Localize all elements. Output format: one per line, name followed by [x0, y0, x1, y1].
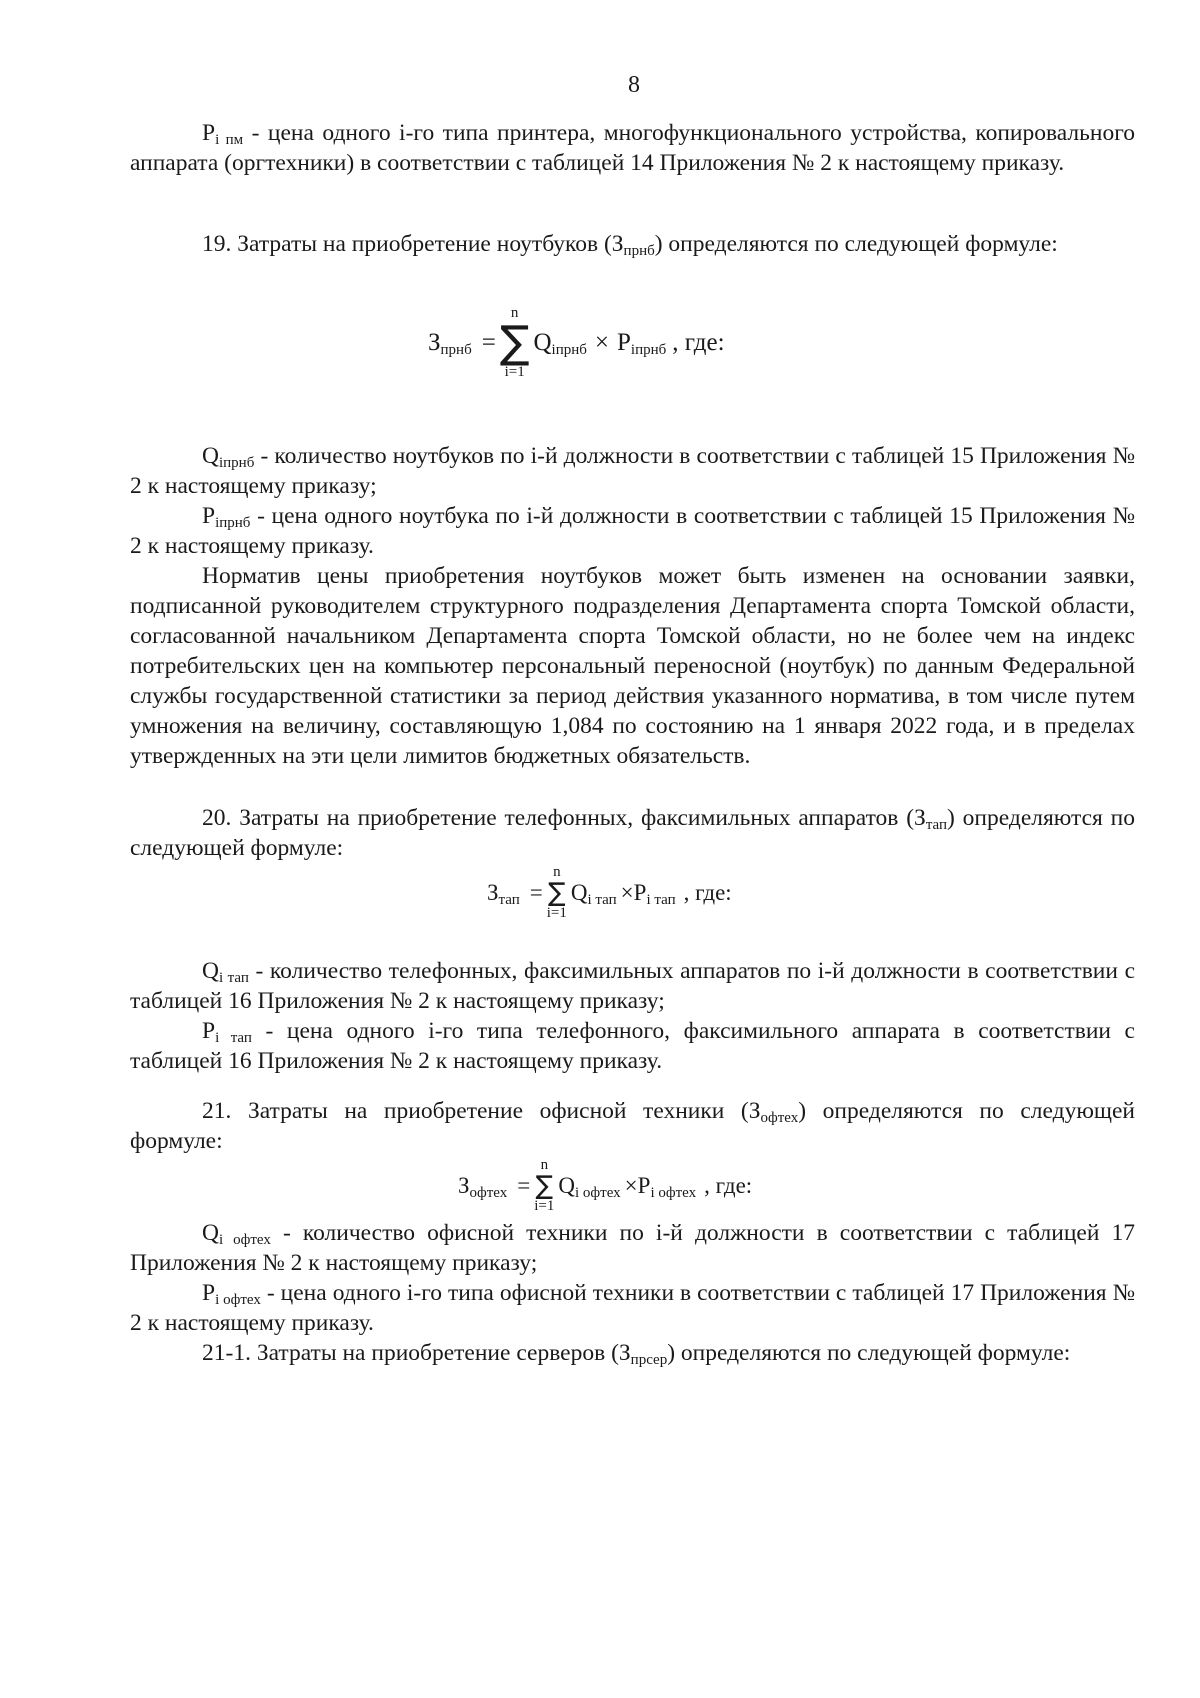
- formula-tail: , где:: [704, 1173, 753, 1198]
- definition-q: $Q_{i офтех}$ - количество офисной техники по i-й должности в соответствии с таблицей 17 Приложения № 2 к настоящему приказу;: [130, 1220, 1136, 1276]
- formula-laptops: [428, 306, 725, 380]
- formula-p: $P_{i тап}$: [633, 880, 676, 908]
- definition-p: $P_{iпрнб}$ - цена одного ноутбука по i-й должности в соответствии с таблицей 15 Приложения № 2 к настоящему приказу.: [130, 503, 1135, 559]
- formula-q: $Q_{i тап}$: [570, 880, 617, 908]
- intro-text: 19. Затраты на приобретение ноутбуков (З: [202, 231, 624, 257]
- formula-tail: , где:: [683, 880, 732, 905]
- sum-upper-limit: n: [540, 1157, 549, 1173]
- sum-operator: [547, 865, 567, 921]
- formula-phones: [487, 865, 732, 921]
- definition-text: - цена одного i-го типа принтера, многофункционального устройства, копировального аппарата (оргтехники) в соответствии с таблицей 14 Приложения № 2 к настоящему приказу.: [130, 120, 1136, 176]
- definition-q: $Q_{iпрнб}$ - количество ноутбуков по i-й должности в соответствии с таблицей 15 Приложения № 2 к настоящему приказу;: [130, 443, 1135, 499]
- intro-text-end: ) определяются по следующей формуле:: [654, 231, 1058, 257]
- section-19-definitions: [130, 441, 1135, 771]
- sigma-symbol: ∑: [535, 1171, 554, 1201]
- sum-upper-limit: n: [510, 305, 519, 321]
- section-19-intro: [130, 229, 1135, 259]
- section-21-definitions: [130, 1218, 1135, 1368]
- page-number: 8: [628, 72, 640, 98]
- formula-q: $Q_{i офтех}$: [558, 1173, 621, 1201]
- var-subscript: i пм: [215, 132, 244, 148]
- definition-p: $P_{i офтех}$ - цена одного i-го типа офисной техники в соответствии с таблицей 17 Приложения № 2 к настоящему приказу.: [130, 1280, 1135, 1336]
- section-21-1-intro: 21-1. Затраты на приобретение серверов $(З_{прсер})$ определяются по следующей формуле:: [202, 1340, 1071, 1368]
- sum-lower-limit: i=1: [534, 1198, 555, 1214]
- formula-equals: =: [481, 329, 496, 356]
- sum-operator: [500, 306, 530, 380]
- printer-price-definition: [130, 118, 1135, 178]
- formula-p: $P_{iпрнб}$: [617, 329, 667, 358]
- formula-equals: =: [517, 1173, 531, 1198]
- definition-q: $Q_{i тап}$ - количество телефонных, факсимильных аппаратов по i-й должности в соответствии с таблицей 16 Приложения № 2 к настоящему приказу;: [130, 958, 1135, 1014]
- section-20-definitions: [130, 956, 1135, 1076]
- formula-p: $P_{i офтех}$: [637, 1173, 697, 1201]
- sum-lower-limit: i=1: [504, 364, 525, 380]
- formula-lhs: $З_{офтех}$: [458, 1173, 508, 1201]
- sum-lower-limit: i=1: [546, 905, 567, 921]
- formula-lhs: $З_{тап}$: [487, 880, 520, 908]
- formula-lhs: $З_{прнб}$: [428, 329, 472, 358]
- paragraph: 21. Затраты на приобретение офисной техники $(З_{офтех})$ определяются по следующей формуле:: [130, 1098, 1135, 1154]
- sum-upper-limit: n: [553, 864, 561, 880]
- formula-times: ×: [620, 880, 634, 905]
- section-21-intro: [130, 1096, 1135, 1156]
- paragraph: [130, 229, 1135, 259]
- sigma-symbol: ∑: [499, 317, 530, 368]
- formula-times: ×: [624, 1173, 638, 1198]
- section-20-intro: [130, 803, 1135, 863]
- paragraph: [130, 118, 1135, 178]
- intro-subscript: прнб: [623, 243, 655, 259]
- sum-operator: [534, 1158, 554, 1214]
- definition-p: $P_{i тап}$ - цена одного i-го типа телефонного, факсимильного аппарата в соответствии с таблицей 16 Приложения № 2 к настоящему приказу.: [130, 1018, 1135, 1074]
- var-symbol: P: [202, 120, 216, 146]
- formula-times: ×: [594, 329, 610, 356]
- norm-paragraph: Норматив цены приобретения ноутбуков может быть изменен на основании заявки, подписанной руководителем структурного подразделения Департамента спорта Томской области, согласованной начальником Департамента спорта Томской области, но не более чем на индекс потребительских цен на компьютер персональный переносной (ноутбук) по данным Федеральной службы государственной статистики за период действия указанного норматива, в том числе путем умножения на величину, составляющую 1,084 по состоянию на 1 января 2022 года, и в пределах утвержденных на эти цели лимитов бюджетных обязательств.: [130, 563, 1135, 769]
- formula-office-equipment: [458, 1158, 752, 1214]
- formula-equals: =: [529, 880, 543, 905]
- formula-tail: , где:: [672, 329, 725, 356]
- paragraph: 20. Затраты на приобретение телефонных, факсимильных аппаратов $(З_{тап})$ определяются по следующей формуле:: [130, 805, 1135, 861]
- formula-q: $Q_{iпрнб}$: [533, 329, 587, 358]
- sigma-symbol: ∑: [548, 878, 566, 908]
